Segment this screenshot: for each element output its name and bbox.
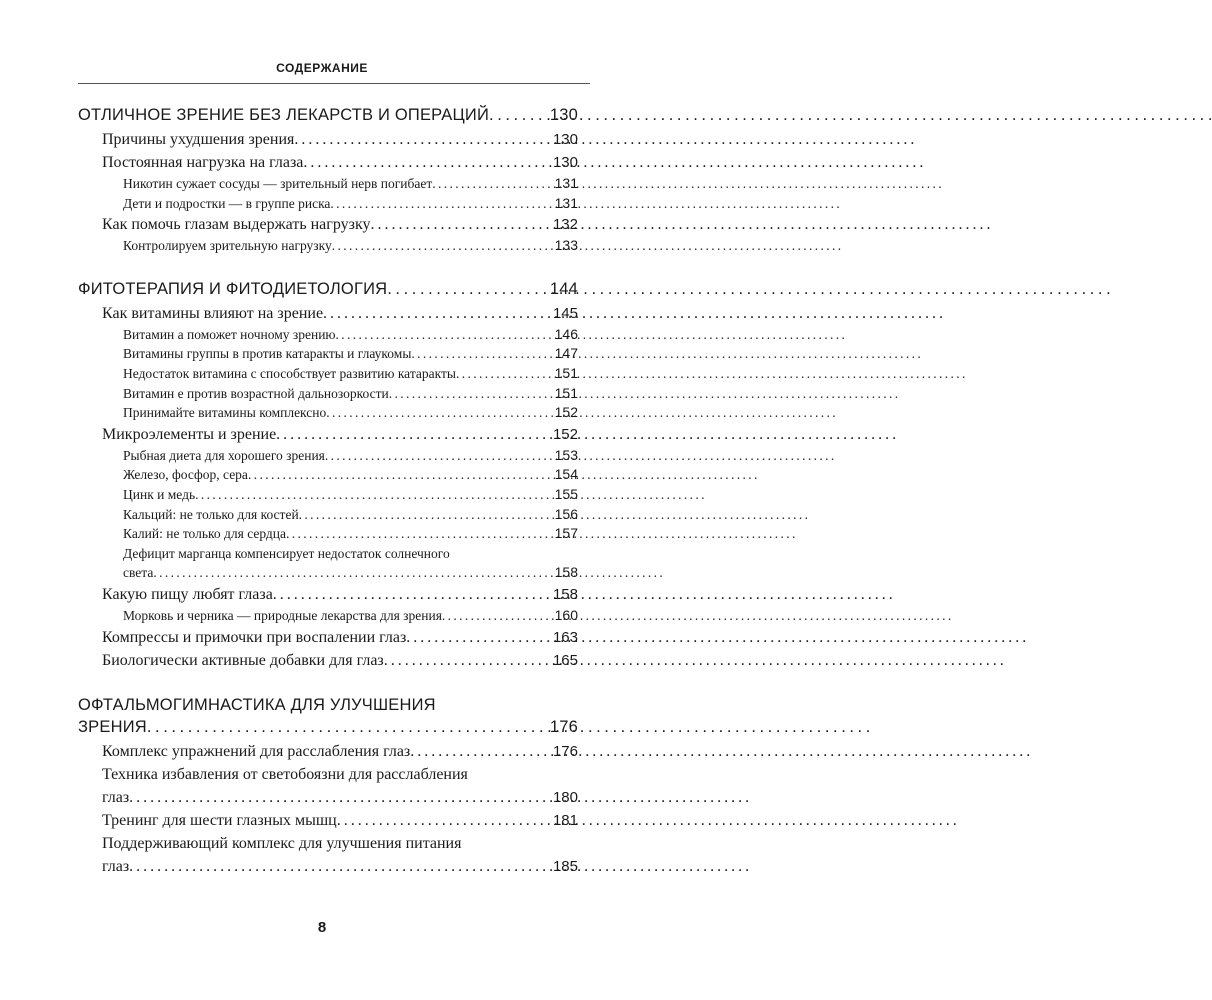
toc-entry-title: ОТЛИЧНОЕ ЗРЕНИЕ БЕЗ ЛЕКАРСТВ И ОПЕРАЦИЙ [78,106,490,124]
toc-entry-title: Калий: не только для сердца [123,526,287,542]
toc-entry-title: Кальций: не только для костей [123,506,299,522]
toc-page-number: 176 [552,742,578,760]
toc-page-number: 144 [549,279,578,298]
toc-page-number: 157 [554,525,578,542]
toc-subentry[interactable] [78,446,578,466]
toc-page-number: 131 [554,175,578,191]
dot-leader [432,174,552,194]
dot-leader [248,465,553,485]
toc-entry-title: Какую пищу любят глаза [102,585,273,603]
toc-subentry[interactable] [78,403,578,423]
toc-page-number: 158 [552,585,578,603]
dot-leader [195,485,553,505]
toc-subentry[interactable] [78,524,578,544]
toc-entry[interactable] [78,423,578,446]
dot-leader [489,104,548,126]
toc-entry[interactable] [78,213,578,236]
toc-section [78,694,578,878]
toc-page-number: 130 [549,106,578,124]
toc-subentry[interactable] [78,563,578,583]
toc-subentry[interactable] [78,606,578,626]
toc-page-number: 130 [552,131,578,148]
dot-leader [387,278,548,300]
toc-entry-title: Причины ухудшения зрения [102,131,295,148]
toc-page-number: 151 [554,384,578,401]
toc-page-number: 163 [552,628,578,646]
toc-page-number: 151 [554,364,578,381]
toc-section-heading[interactable] [78,716,578,738]
toc-subentry[interactable] [78,344,578,364]
toc-entry-title: Компрессы и примочки при воспалении глаз [102,628,407,646]
toc-entry-title: ЗРЕНИЯ [78,717,147,736]
toc-subentry[interactable] [78,325,578,345]
toc-section-heading-line1: ОФТАЛЬМОГИМНАСТИКА ДЛЯ УЛУЧШЕНИЯ [78,695,436,714]
dot-leader [129,855,551,878]
toc-entry-title: Биологически активные добавки для глаз [102,651,384,669]
toc-entry-title: Комплекс упражнений для расслабления глаз [102,742,411,760]
toc-entry[interactable] [78,302,578,325]
toc-entry[interactable] [78,626,578,649]
toc-entry-title: Постоянная нагрузка на глаза [102,154,304,171]
dot-leader [325,446,553,466]
toc-entry-title-line1: Дефицит марганца компенсирует недостаток солнечного [123,545,450,561]
toc-entry-title-line1: Поддерживающий комплекс для улучшения питания [102,834,462,852]
toc-entry-title: Никотин сужает сосуды — зрительный нерв погибает [123,176,433,191]
toc-subentry[interactable] [78,505,578,525]
table-of-contents [78,104,578,878]
toc-entry-title: Принимайте витамины комплексно [123,405,327,421]
toc-page-number: 180 [552,788,578,806]
dot-leader [276,423,551,446]
toc-page-number: 132 [552,216,578,234]
toc-page-number: 155 [554,485,578,502]
toc-page-number: 152 [554,404,578,421]
toc-entry-title: Рыбная диета для хорошего зрения [123,447,325,463]
toc-page-number: 158 [554,564,578,581]
toc-entry[interactable] [78,151,578,174]
toc-entry[interactable] [78,128,578,151]
dot-leader [371,213,551,236]
dot-leader [147,716,548,738]
toc-entry[interactable] [78,809,578,832]
dot-leader [410,740,551,763]
toc-section-heading[interactable] [78,278,578,300]
dot-leader [442,606,553,626]
toc-entry-title: Как помочь глазам выдержать нагрузку [102,216,371,234]
toc-subentry[interactable] [78,174,578,194]
toc-page-number: 153 [554,446,578,463]
toc-page-number: 130 [552,154,578,171]
dot-leader [303,151,551,174]
toc-subentry[interactable] [78,485,578,505]
dot-leader [129,786,551,809]
toc-entry-title: глаз [102,788,130,806]
dot-leader [332,236,553,256]
toc-section [78,278,578,672]
toc-page-number: 154 [554,466,578,483]
toc-page-number: 156 [554,505,578,522]
toc-entry-title: Дети и подростки — в группе риска [123,195,331,211]
toc-page-number: 133 [554,237,578,254]
toc-entry-title: Витамин а поможет ночному зрению [123,326,336,342]
dot-leader [411,344,552,364]
toc-page-number: 176 [549,717,578,736]
toc-section [78,104,578,256]
page-number: 8 [317,919,327,936]
dot-leader [326,403,552,423]
toc-subentry[interactable] [78,194,578,214]
toc-page-number: 152 [552,425,578,443]
dot-leader [286,524,553,544]
toc-entry-title: света [123,565,154,581]
toc-entry[interactable] [78,649,578,672]
toc-entry-title: глаз [102,857,130,875]
dot-leader [389,384,553,404]
toc-entry-title: Морковь и черника — природные лекарства для зрения [123,607,442,623]
dot-leader [330,194,552,214]
toc-page-number: 185 [552,857,578,875]
toc-entry-title: Недостаток витамина с способствует развитию катаракты [123,365,456,381]
toc-entry-title: Микроэлементы и зрение [102,425,277,443]
toc-entry[interactable] [78,786,578,809]
toc-page-number: 131 [554,194,578,211]
toc-subentry[interactable] [78,236,578,256]
toc-section-heading[interactable] [78,104,578,126]
dot-leader [294,128,551,151]
toc-entry-title: Витамины группы в против катаракты и глаукомы [123,346,412,362]
toc-page-number: 145 [552,304,578,322]
dot-leader [384,649,551,672]
dot-leader [336,325,553,345]
toc-entry-title: Цинк и медь [123,486,196,502]
toc-page-number: 165 [552,651,578,669]
toc-subentry[interactable] [78,465,578,485]
dot-leader [273,583,551,606]
dot-leader [299,505,553,525]
toc-page-number: 146 [554,325,578,342]
header-rule [78,83,590,84]
toc-page-number: 181 [552,811,578,829]
dot-leader [456,364,553,384]
toc-entry-title-line1: Техника избавления от светобоязни для расслабления [102,765,468,783]
toc-entry-title: Железо, фосфор, сера [123,467,248,483]
toc-subentry[interactable] [78,364,578,384]
toc-entry[interactable] [78,740,578,763]
running-head: СОДЕРЖАНИЕ [276,61,368,75]
toc-subentry[interactable] [78,384,578,404]
toc-entry[interactable] [78,583,578,606]
dot-leader [337,809,551,832]
toc-entry-title: ФИТОТЕРАПИЯ И ФИТОДИЕТОЛОГИЯ [78,279,388,298]
toc-entry-title: Как витамины влияют на зрение [102,304,324,322]
dot-leader [406,626,551,649]
dot-leader [153,563,552,583]
toc-entry-title: Контролируем зрительную нагрузку [123,238,332,254]
toc-page-number: 160 [554,606,578,623]
toc-entry-title: Витамин е против возрастной дальнозоркости [123,385,389,401]
toc-page-number: 147 [554,345,578,362]
dot-leader [323,302,551,325]
toc-entry-title: Тренинг для шести глазных мышц [102,811,337,829]
toc-entry[interactable] [78,855,578,878]
